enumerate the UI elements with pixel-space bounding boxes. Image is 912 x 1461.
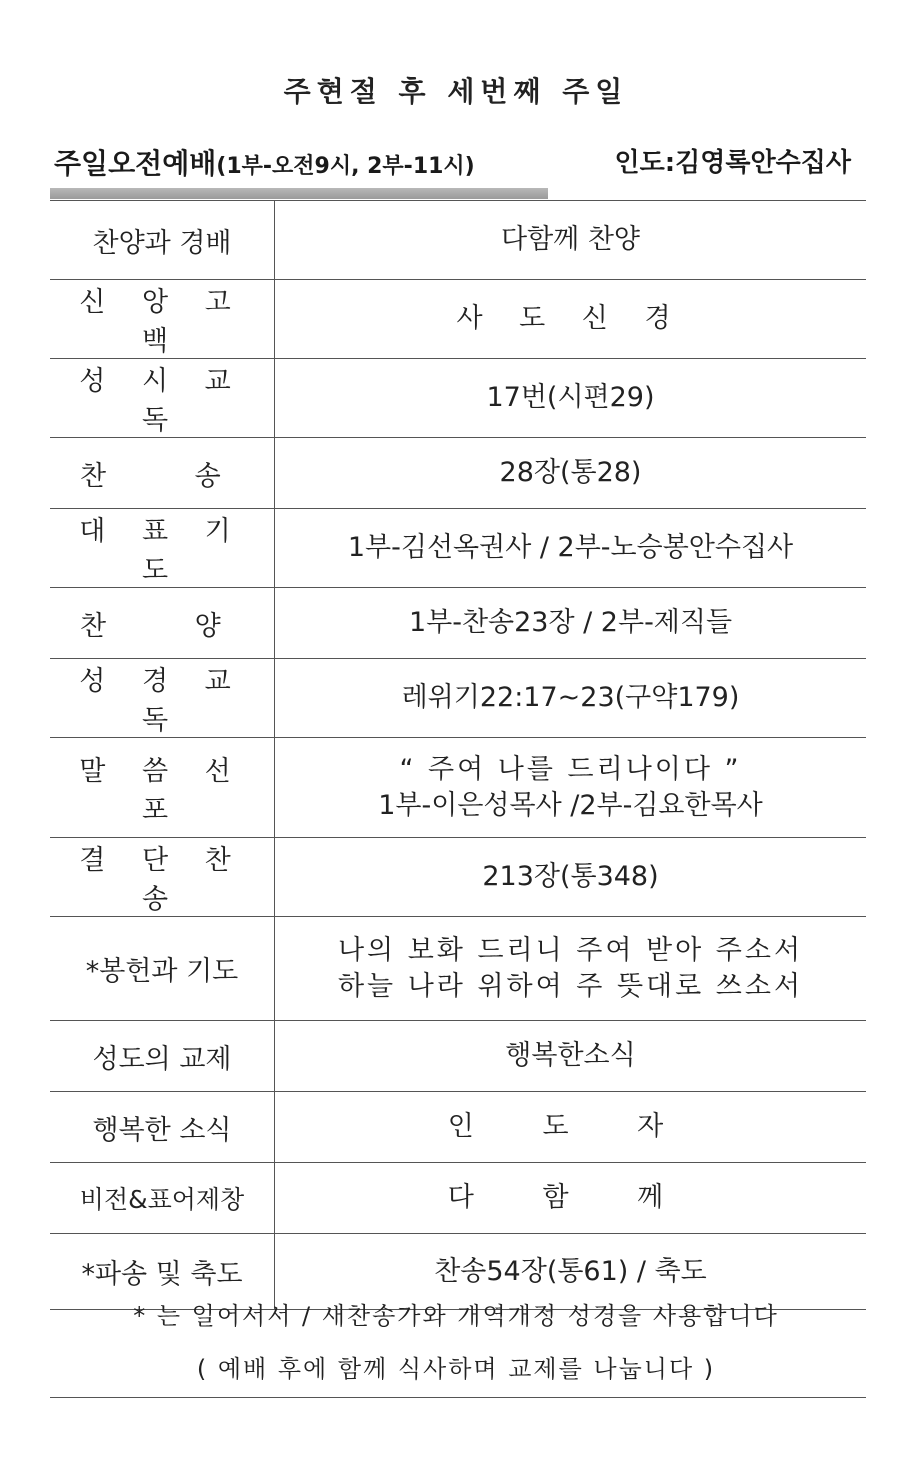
order-content: 인 도 자 (275, 1092, 867, 1163)
order-label: 성 시 교 독 (50, 359, 275, 438)
order-content: 사 도 신 경 (275, 280, 867, 359)
order-label-part: 찬 양 (80, 610, 221, 642)
order-content: 17번(시편29) (275, 359, 867, 438)
order-content: 다 함 께 (275, 1163, 867, 1234)
order-label: 말 씀 선 포 (50, 738, 275, 838)
table-row (50, 1021, 866, 1092)
order-content (275, 917, 867, 1021)
order-content: 찬송54장(통61) / 축도 (275, 1234, 867, 1310)
order-label: *봉헌과 기도 (50, 917, 275, 1021)
table-row (50, 917, 866, 1021)
table-row (50, 438, 866, 509)
order-content: 다함께 찬양 (275, 201, 867, 280)
order-label: 성도의 교제 (50, 1021, 275, 1092)
order-content: 행복한소식 (275, 1021, 867, 1092)
table-row (50, 738, 866, 838)
header-underline-bar (50, 188, 548, 199)
footer-note-standing: * 는 일어서서 / 새찬송가와 개역개정 성경을 사용합니다 (133, 1302, 779, 1330)
table-row (50, 509, 866, 588)
table-row (50, 659, 866, 738)
order-label-part: 찬 송 (80, 460, 221, 492)
table-row (50, 1163, 866, 1234)
service-leader: 인도:김영록안수집사 (614, 148, 851, 178)
table-row (50, 359, 866, 438)
order-label: 결 단 찬 송 (50, 838, 275, 917)
service-name-text: 주일오전예배 (54, 147, 217, 180)
order-label: 성 경 교 독 (50, 659, 275, 738)
table-row (50, 201, 866, 280)
bottom-divider (50, 1397, 866, 1398)
order-label: 행복한 소식 (50, 1092, 275, 1163)
offering-hymn-line-1: 나의 보화 드리니 주여 받아 주소서 (337, 934, 804, 966)
order-label: *파송 및 축도 (50, 1234, 275, 1310)
service-name (54, 142, 475, 182)
order-content (275, 738, 867, 838)
order-label-split (50, 454, 274, 493)
service-times: (1부-오전9시, 2부-11시) (216, 154, 475, 179)
footer-note-fellowship: ( 예배 후에 함께 식사하며 교제를 나눕니다 ) (196, 1355, 716, 1383)
sermon-title: “ 주여 나를 드리나이다 ” (399, 753, 742, 785)
order-label: 신 앙 고 백 (50, 280, 275, 359)
order-content: 28장(통28) (275, 438, 867, 509)
order-label: 대 표 기 도 (50, 509, 275, 588)
order-content: 레위기22:17~23(구약179) (275, 659, 867, 738)
order-content: 213장(통348) (275, 838, 867, 917)
order-label (50, 588, 275, 659)
page-title: 주현절 후 세번째 주일 (283, 75, 629, 108)
table-row (50, 1092, 866, 1163)
table-row (50, 280, 866, 359)
order-content: 1부-김선옥권사 / 2부-노승봉안수집사 (275, 509, 867, 588)
sermon-preachers: 1부-이은성목사 /2부-김요한목사 (378, 789, 763, 821)
order-content: 1부-찬송23장 / 2부-제직들 (275, 588, 867, 659)
table-row (50, 588, 866, 659)
order-label (50, 438, 275, 509)
order-label: 비전&표어제창 (50, 1163, 275, 1234)
order-label-split (50, 604, 274, 643)
service-header (50, 118, 865, 188)
worship-order-table (50, 200, 866, 1310)
table-row (50, 838, 866, 917)
offering-hymn-line-2: 하늘 나라 위하여 주 뜻대로 쓰소서 (337, 970, 804, 1002)
order-label: 찬양과 경배 (50, 201, 275, 280)
